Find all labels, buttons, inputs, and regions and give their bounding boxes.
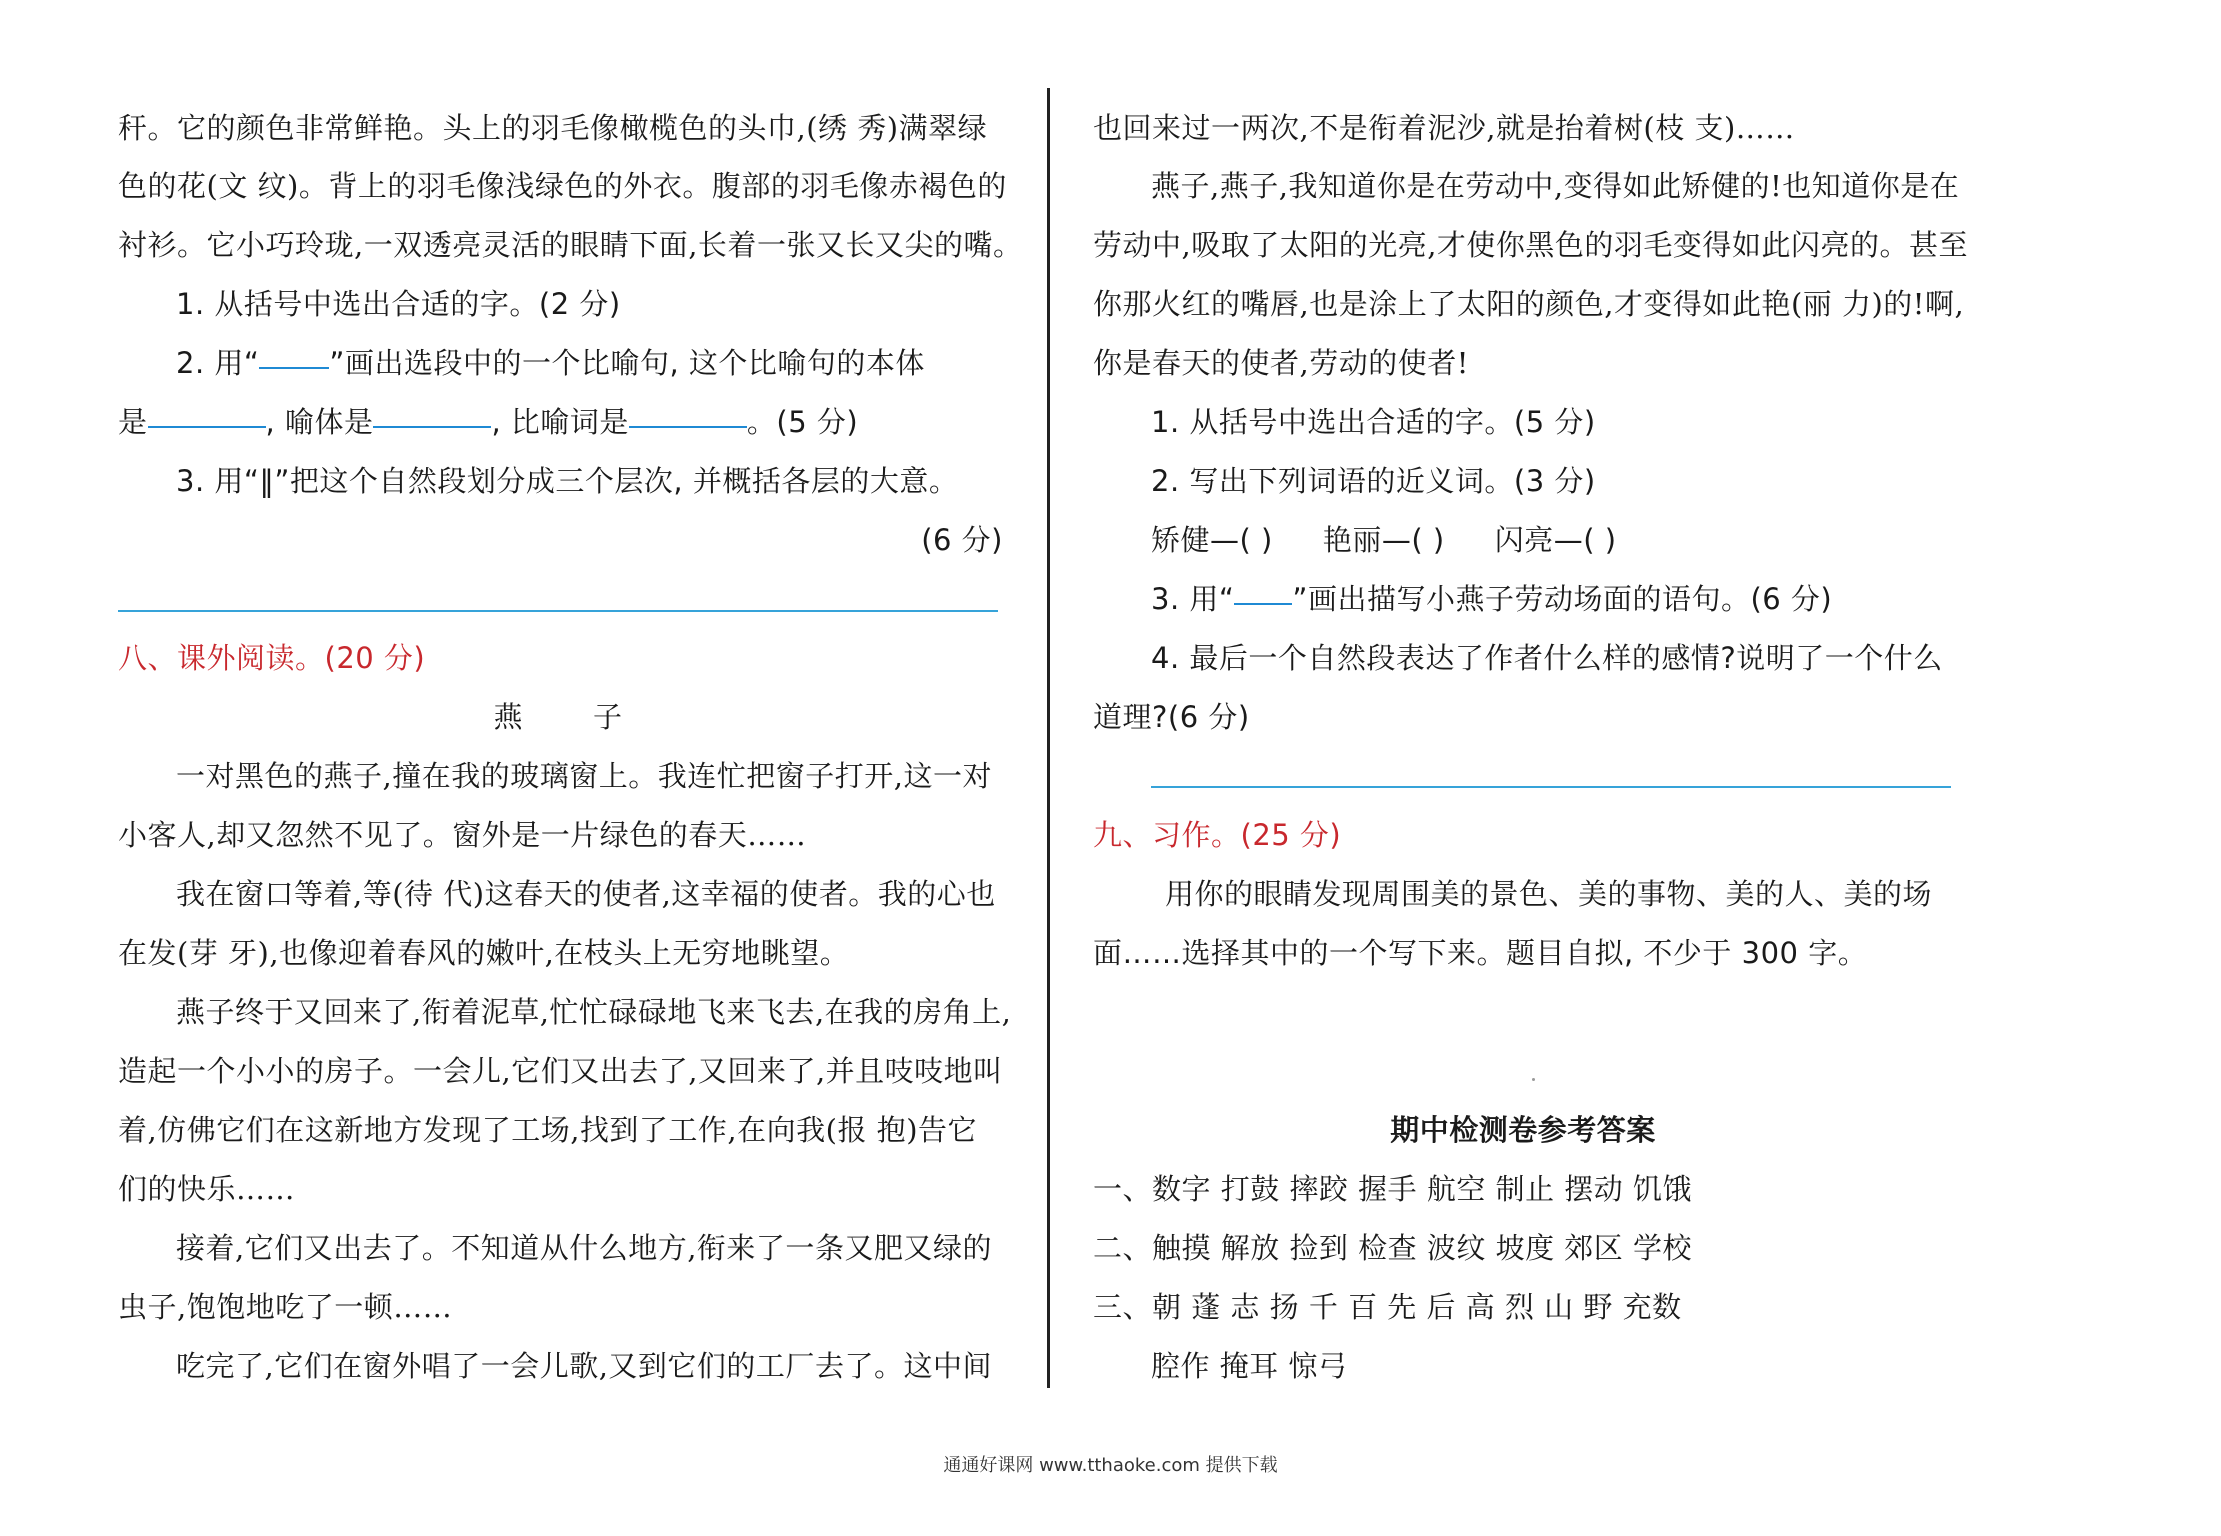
story-line: 着,仿佛它们在这新地方发现了工场,找到了工作,在向我(报 抱)告它: [118, 1113, 978, 1147]
question-1: 1. 从括号中选出合适的字。(5 分): [1151, 405, 1596, 439]
passage-line: 色的花(文 纹)。背上的羽毛像浅绿色的外衣。腹部的羽毛像赤褐色的: [118, 169, 1007, 203]
underline-sample: [259, 367, 329, 369]
passage-line: 秆。它的颜色非常鲜艳。头上的羽毛像橄榄色的头巾,(绣 秀)满翠绿: [118, 111, 988, 145]
passage-line: 衬衫。它小巧玲珑,一双透亮灵活的眼睛下面,长着一张又长又尖的嘴。: [118, 228, 1023, 262]
answer-row: 腔作 掩耳 惊弓: [1151, 1349, 1348, 1383]
question-1: 1. 从括号中选出合适的字。(2 分): [176, 287, 621, 321]
story-line: 吃完了,它们在窗外唱了一会儿歌,又到它们的工厂去了。这中间: [176, 1349, 992, 1383]
answer-blank-comparator[interactable]: [629, 426, 747, 428]
story-line: 造起一个小小的房子。一会儿,它们又出去了,又回来了,并且吱吱地叫: [118, 1054, 1003, 1088]
story-title: [118, 697, 998, 737]
story-line: 你那火红的嘴唇,也是涂上了太阳的颜色,才变得如此艳(丽 力)的!啊,: [1093, 287, 1965, 321]
question-3: 3. 用“‖”把这个自然段划分成三个层次, 并概括各层的大意。: [176, 464, 959, 498]
question-2: [118, 343, 925, 383]
answer-rule: [1151, 786, 1951, 788]
question-3-score: (6 分): [921, 523, 1003, 557]
question-2-cont: [118, 402, 858, 442]
story-line: 燕子,燕子,我知道你是在劳动中,变得如此矫健的!也知道你是在: [1151, 169, 1960, 203]
section-9-heading: 九、习作。(25 分): [1093, 818, 1342, 852]
question-4-cont: 道理?(6 分): [1093, 700, 1250, 734]
story-line: 小客人,却又忽然不见了。窗外是一片绿色的春天……: [118, 818, 807, 852]
story-line: 们的快乐……: [118, 1172, 296, 1206]
question-2-score: 。(5 分): [746, 405, 859, 439]
story-line: 也回来过一两次,不是衔着泥沙,就是抬着树(枝 支)……: [1093, 111, 1795, 145]
synonym-row: [1093, 520, 1617, 560]
question-4: 4. 最后一个自然段表达了作者什么样的感情?说明了一个什么: [1151, 641, 1943, 675]
story-line: 一对黑色的燕子,撞在我的玻璃窗上。我连忙把窗子打开,这一对: [176, 759, 992, 793]
answer-key-title: 期中检测卷参考答案: [1390, 1113, 1656, 1147]
question-2-prefix: 2. 用“: [176, 346, 260, 380]
stray-dot: [1532, 1078, 1535, 1081]
writing-prompt: 面……选择其中的一个写下来。题目自拟, 不少于 300 字。: [1093, 936, 1868, 970]
question-2-text: ”画出选段中的一个比喻句, 这个比喻句的本体: [329, 346, 925, 380]
story-line: 接着,它们又出去了。不知道从什么地方,衔来了一条又肥又绿的: [176, 1231, 992, 1265]
label-vehicle: , 喻体是: [265, 405, 374, 439]
answer-row: 一、数字 打鼓 摔跤 握手 航空 制止 摆动 饥饿: [1093, 1172, 1693, 1206]
answer-blank-vehicle[interactable]: [373, 426, 491, 428]
answer-rule: [118, 610, 998, 612]
column-divider: [1047, 88, 1050, 1388]
story-line: 你是春天的使者,劳动的使者!: [1093, 346, 1469, 380]
story-line: 劳动中,吸取了太阳的光亮,才使你黑色的羽毛变得如此闪亮的。甚至: [1093, 228, 1968, 262]
synonym-item: 矫健—( ): [1151, 523, 1273, 557]
answer-blank-ontology[interactable]: [148, 426, 266, 428]
story-line: 在发(芽 牙),也像迎着春风的嫩叶,在枝头上无穷地眺望。: [118, 936, 850, 970]
footer-watermark: 通通好课网 www.tthaoke.com 提供下载: [943, 1455, 1278, 1476]
question-3-prefix: 3. 用“: [1151, 582, 1235, 616]
story-title-char: 子: [593, 700, 623, 734]
label-ontology: 是: [118, 405, 148, 439]
story-line: 我在窗口等着,等(待 代)这春天的使者,这幸福的使者。我的心也: [176, 877, 996, 911]
synonym-item: 艳丽—( ): [1322, 523, 1445, 557]
question-2: 2. 写出下列词语的近义词。(3 分): [1151, 464, 1596, 498]
writing-prompt: 用你的眼睛发现周围美的景色、美的事物、美的人、美的场: [1165, 877, 1933, 911]
answer-row: 二、触摸 解放 捡到 检查 波纹 坡度 郊区 学校: [1093, 1231, 1693, 1265]
story-line: 燕子终于又回来了,衔着泥草,忙忙碌碌地飞来飞去,在我的房角上,: [176, 995, 1012, 1029]
label-comparator: , 比喻词是: [491, 405, 629, 439]
synonym-item: 闪亮—( ): [1494, 523, 1617, 557]
section-8-heading: 八、课外阅读。(20 分): [118, 641, 426, 675]
story-title-char: 燕: [493, 700, 523, 734]
question-3: [1093, 579, 1832, 619]
answer-row: 三、朝 蓬 志 扬 千 百 先 后 高 烈 山 野 充数: [1093, 1290, 1682, 1324]
story-line: 虫子,饱饱地吃了一顿……: [118, 1290, 453, 1324]
question-3-text: ”画出描写小燕子劳动场面的语句。(6 分): [1292, 582, 1833, 616]
underline-sample: [1234, 603, 1292, 605]
